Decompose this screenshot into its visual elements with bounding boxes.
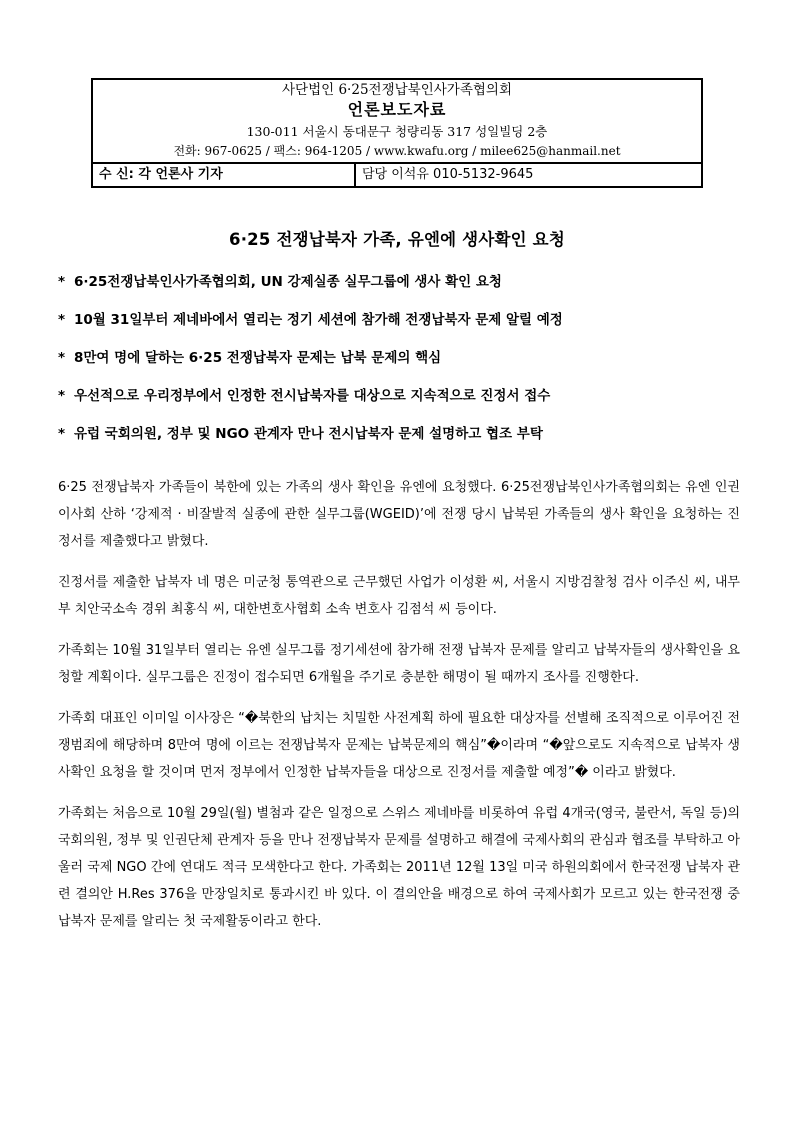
organization-contacts: 전화: 967-0625 / 팩스: 964-1205 / www.kwafu.org / milee625@hanmail.net <box>173 144 621 158</box>
contact-person-cell: 담당 이석유 010-5132-9645 <box>362 167 534 182</box>
recipient-cell: 수 신: 각 언론사 기자 <box>93 164 356 186</box>
key-points-list <box>58 270 748 460</box>
key-point <box>58 422 748 460</box>
bullet-marker: * <box>58 350 66 366</box>
organization-address: 130-011 서울시 동대문구 청량리동 317 성일빌딩 2층 <box>246 124 548 139</box>
key-point <box>58 346 748 384</box>
key-point <box>58 270 748 308</box>
key-point-text: 8만여 명에 달하는 6·25 전쟁납북자 문제는 납북 문제의 핵심 <box>74 350 442 366</box>
bullet-marker: * <box>58 388 66 404</box>
key-point <box>58 384 748 422</box>
key-point-text: 10월 31일부터 제네바에서 열리는 정기 세션에 참가해 전쟁납북자 문제 알릴 예정 <box>74 312 563 328</box>
press-release-title: 6·25 전쟁납북자 가족, 유엔에 생사확인 요청 <box>229 230 565 249</box>
key-point-text: 우선적으로 우리정부에서 인정한 전시납북자를 대상으로 지속적으로 진정서 접수 <box>74 388 551 404</box>
header-routing-row <box>93 164 701 186</box>
press-release-header <box>91 78 703 188</box>
body-paragraph: 6·25 전쟁납북자 가족들이 북한에 있는 가족의 생사 확인을 유엔에 요청했다. 6·25전쟁납북인사가족협의회는 유엔 인권이사회 산하 ‘강제적 · 비잘발적 실종에 관한 실무그룹(WGEID)’에 전쟁 당시 납북된 가족들의 생사 확인을 요청하는 진정서를 제출했다고 밝혔다. <box>58 480 740 549</box>
bullet-marker: * <box>58 312 66 328</box>
body-paragraph: 진정서를 제출한 납북자 네 명은 미군청 통역관으로 근무했던 사업가 이성환 씨, 서울시 지방검찰청 검사 이주신 씨, 내무부 치안국소속 경위 최홍식 씨, 대한변호사협회 소속 변호사 김점석 씨 등이다. <box>58 575 740 617</box>
key-point-text: 유럽 국회의원, 정부 및 NGO 관계자 만나 전시납북자 문제 설명하고 협조 부탁 <box>74 426 543 442</box>
key-point-text: 6·25전쟁납북인사가족협의회, UN 강제실종 실무그룹에 생사 확인 요청 <box>74 274 502 290</box>
header-info <box>93 80 701 164</box>
organization-name: 사단법인 6·25전쟁납북인사가족협의회 <box>282 82 512 98</box>
body-paragraph: 가족회는 10월 31일부터 열리는 유엔 실무그룹 정기세션에 참가해 전쟁 납북자 문제를 알리고 납북자들의 생사확인을 요청할 계획이다. 실무그룹은 진정이 접수되면 6개월을 주기로 충분한 해명이 될 때까지 조사를 진행한다. <box>58 643 740 685</box>
bullet-marker: * <box>58 426 66 442</box>
article-body <box>58 474 740 949</box>
body-paragraph: 가족회 대표인 이미일 이사장은 “�북한의 납치는 치밀한 사전계획 하에 필요한 대상자를 선별해 조직적으로 이루어진 전쟁범죄에 해당하며 8만여 명에 이르는 전쟁납북자 문제는 납북문제의 핵심”�이라며 “�앞으로도 지속적으로 납북자 생사확인 요청을 할 것이며 먼저 정부에서 인정한 납북자들을 대상으로 진정서를 제출할 예정”� 이라고 밝혔다. <box>58 711 740 780</box>
body-paragraph: 가족회는 처음으로 10월 29일(월) 별첨과 같은 일정으로 스위스 제네바를 비롯하여 유럽 4개국(영국, 불란서, 독일 등)의 국회의원, 정부 및 인권단체 관계자 등을 만나 전쟁납북자 문제를 설명하고 해결에 국제사회의 관심과 협조를 부탁하고 아울러 국제 NGO 간에 연대도 적극 모색한다고 한다. 가족회는 2011년 12월 13일 미국 하원의회에서 한국전쟁 납북자 관련 결의안 H.Res 376을 만장일치로 통과시킨 바 있다. 이 결의안을 배경으로 하여 국제사회가 모르고 있는 한국전쟁 중 납북자 문제를 알리는 첫 국제활동이라고 한다. <box>58 806 740 929</box>
key-point <box>58 308 748 346</box>
document-type: 언론보도자료 <box>347 100 447 119</box>
bullet-marker: * <box>58 274 66 290</box>
